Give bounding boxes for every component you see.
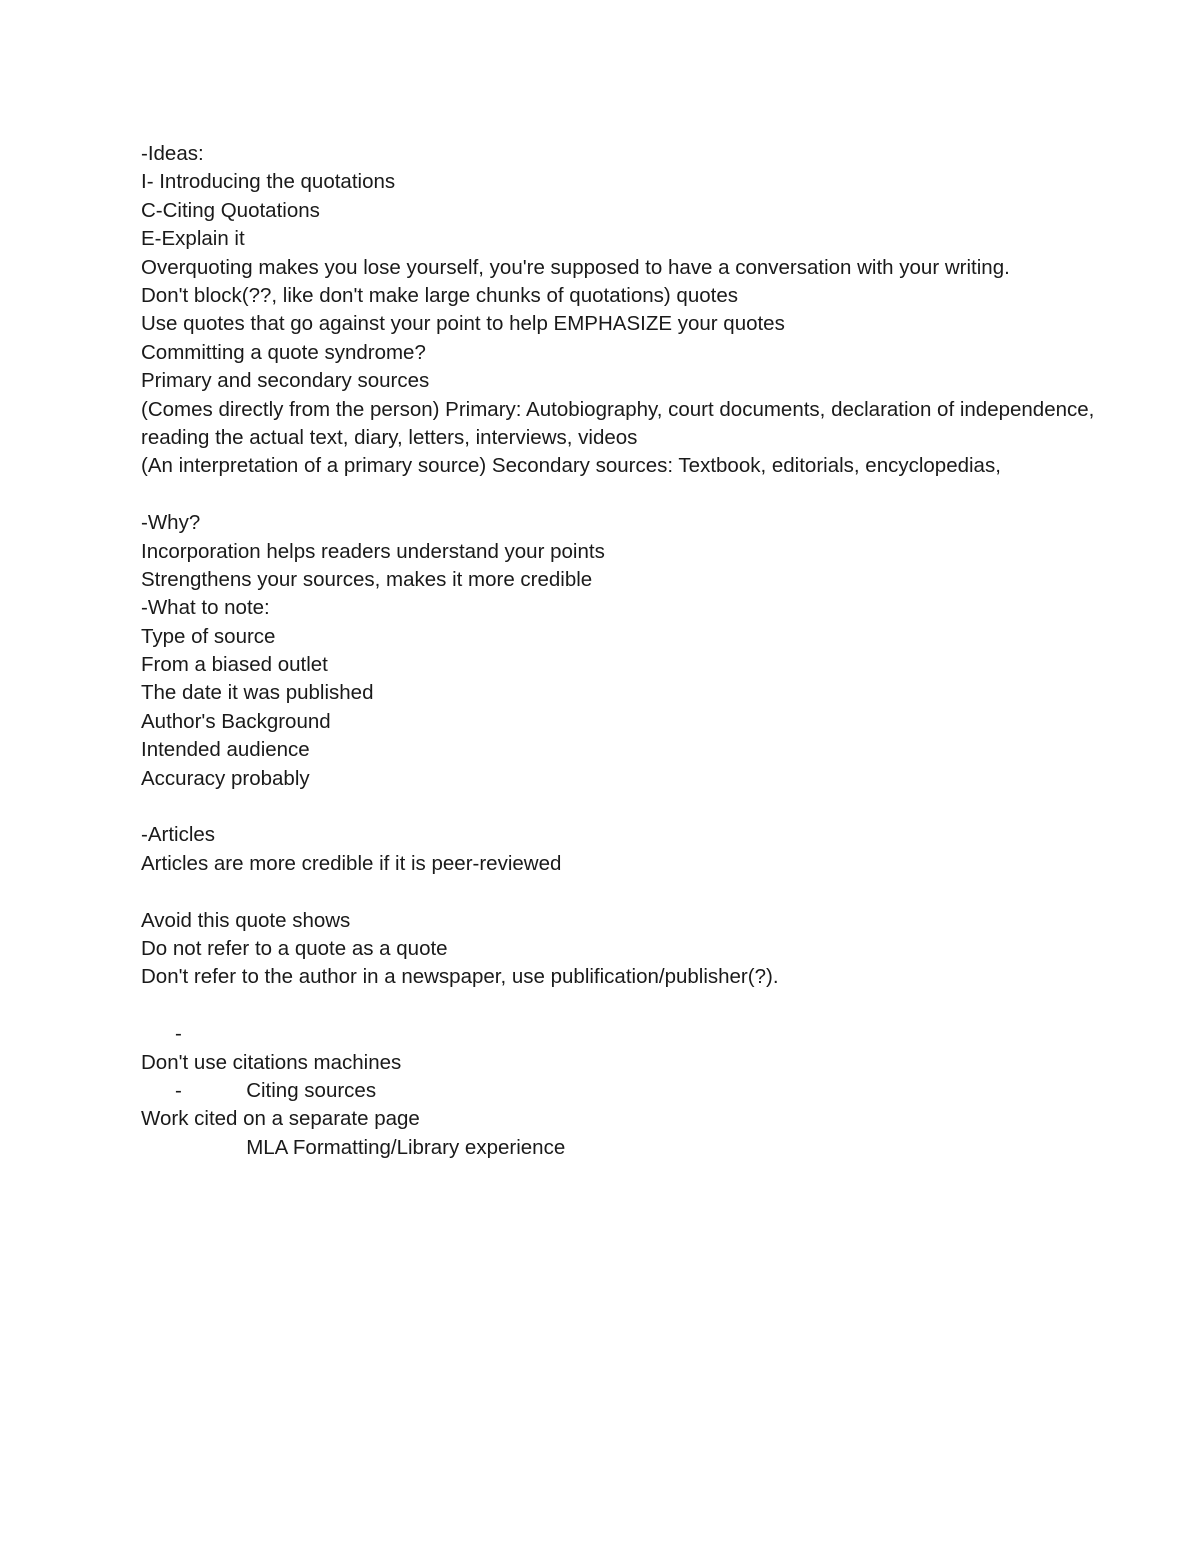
text-line: Don't block(??, like don't make large chunks of quotations) quotes bbox=[141, 283, 738, 307]
text-line: (An interpretation of a primary source) Secondary sources: Textbook, editorials, encyclopedias, bbox=[141, 454, 1001, 478]
blank-line bbox=[141, 992, 1101, 1020]
heading-articles: -Articles bbox=[141, 823, 216, 847]
bullet-text: MLA Formatting/Library experience bbox=[246, 1135, 566, 1159]
text-line: C-Citing Quotations bbox=[141, 198, 320, 222]
text-line: Work cited on a separate page bbox=[141, 1107, 420, 1131]
text-line: Committing a quote syndrome? bbox=[141, 340, 426, 364]
heading-why: -Why? bbox=[141, 511, 201, 535]
text-line: Articles are more credible if it is peer-reviewed bbox=[141, 851, 562, 875]
heading-ideas: -Ideas: bbox=[141, 142, 204, 165]
text-line: The date it was published bbox=[141, 681, 374, 705]
text-line: Primary and secondary sources bbox=[141, 369, 430, 393]
text-line: Accuracy probably bbox=[141, 766, 310, 790]
text-line: Do not refer to a quote as a quote bbox=[141, 936, 448, 960]
blank-line bbox=[141, 481, 1101, 509]
bullet-text: Citing sources bbox=[246, 1078, 377, 1102]
text-line: Don't use citations machines bbox=[141, 1050, 402, 1074]
heading-what-to-note: -What to note: bbox=[141, 596, 270, 620]
text-line: Use quotes that go against your point to help EMPHASIZE your quotes bbox=[141, 312, 785, 336]
text-line: I- Introducing the quotations bbox=[141, 170, 396, 194]
text-line: Type of source bbox=[141, 624, 276, 648]
text-line: Overquoting makes you lose yourself, you're supposed to have a conversation with your writing. bbox=[141, 255, 1010, 279]
document-body bbox=[141, 140, 1101, 1159]
text-line: Don't refer to the author in a newspaper, use publification/publisher(?). bbox=[141, 965, 779, 989]
blank-line bbox=[141, 878, 1101, 906]
text-line: Avoid this quote shows bbox=[141, 908, 351, 932]
text-line: Strengthens your sources, makes it more credible bbox=[141, 567, 593, 591]
text-paragraph: (Comes directly from the person) Primary: Autobiography, court documents, declaration of independence, reading the actual text, diary, letters, interviews, videos bbox=[141, 397, 1095, 449]
text-line: Incorporation helps readers understand your points bbox=[141, 539, 605, 563]
bullet-dash: - bbox=[175, 1022, 182, 1046]
bullet-dash: - bbox=[175, 1078, 182, 1102]
text-line: E-Explain it bbox=[141, 227, 245, 251]
text-line: Intended audience bbox=[141, 738, 310, 762]
blank-line bbox=[141, 793, 1101, 821]
text-line: From a biased outlet bbox=[141, 653, 328, 677]
text-line: Author's Background bbox=[141, 709, 331, 733]
